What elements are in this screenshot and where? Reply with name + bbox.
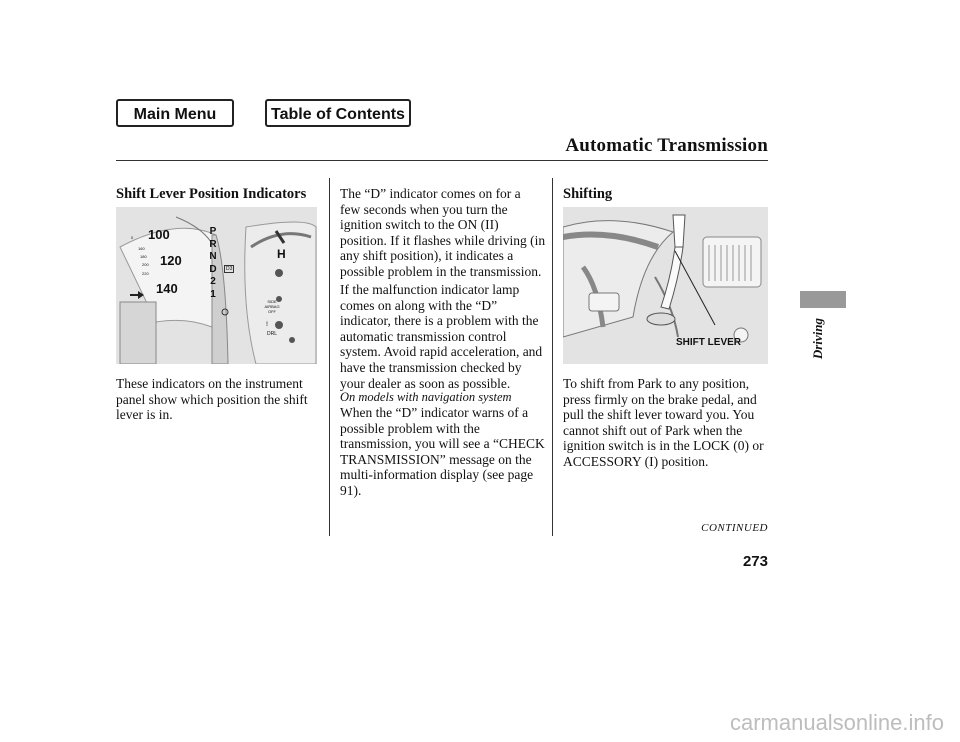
shifting-body-text: To shift from Park to any position, press firmly on the brake pedal, and pull the shift lever toward you. You cannot shift out of Park when the ignition switch is in the LOCK (0) or ACCESSORY (I) position. bbox=[563, 376, 764, 469]
gear-position-p: P bbox=[209, 226, 217, 237]
instrument-panel-figure bbox=[116, 207, 317, 364]
tick-label: 0 bbox=[131, 235, 134, 240]
chapter-label: Driving bbox=[810, 318, 825, 360]
gear-position-list bbox=[208, 226, 218, 301]
tick-label: 220 bbox=[142, 271, 149, 276]
continued-label: CONTINUED bbox=[701, 522, 768, 534]
shift-lever-figure bbox=[563, 207, 768, 364]
drl-label: DRL bbox=[267, 331, 278, 337]
speed-label-100: 100 bbox=[148, 227, 170, 242]
svg-text:!: ! bbox=[266, 322, 268, 328]
check-transmission-paragraph: When the “D” indicator warns of a possible problem with the transmission, you will see a “CHECK TRANSMISSION” message on the multi-information display (see page 91). bbox=[340, 405, 545, 498]
d3-badge: D3 bbox=[226, 266, 233, 272]
tick-label: 180 bbox=[140, 254, 147, 259]
shift-indicators-heading: Shift Lever Position Indicators bbox=[116, 186, 307, 202]
speed-label-140: 140 bbox=[156, 281, 178, 296]
chapter-tab bbox=[800, 291, 846, 308]
tick-label: 200 bbox=[142, 262, 149, 267]
page-number: 273 bbox=[742, 553, 768, 570]
shift-lever-label: SHIFT LEVER bbox=[676, 337, 742, 348]
shifting-heading: Shifting bbox=[563, 186, 613, 202]
section-title: Automatic Transmission bbox=[565, 135, 768, 156]
left-body-text: These indicators on the instrument panel show which position the shift lever is in. bbox=[116, 376, 308, 423]
table-of-contents-button[interactable]: Table of Contents bbox=[265, 99, 411, 127]
column-divider-right bbox=[552, 178, 553, 536]
speed-label-120: 120 bbox=[160, 253, 182, 268]
gear-position-1: 1 bbox=[210, 288, 216, 300]
gear-position-n: N bbox=[209, 251, 217, 262]
header-rule bbox=[116, 160, 768, 161]
tick-label: 160 bbox=[138, 246, 145, 251]
gear-position-2: 2 bbox=[210, 276, 216, 287]
column-divider-left bbox=[329, 178, 330, 536]
side-airbag-off-label: SIDE AIRBAG OFF bbox=[264, 299, 280, 314]
watermark: carmanualsonline.info bbox=[729, 710, 944, 735]
temp-hot-label: H bbox=[277, 247, 286, 261]
d-indicator-paragraph: The “D” indicator comes on for a few seconds when you turn the ignition switch to the ON (II) position. If it flashes while driving (in any shift position), it indicates a possible problem in the transmission. bbox=[340, 186, 546, 279]
main-menu-button[interactable]: Main Menu bbox=[116, 99, 234, 127]
malfunction-paragraph: If the malfunction indicator lamp comes on along with the “D” indicator, there is a problem with the automatic transmission control system. Avoid rapid acceleration, and have the transmission checked by your dealer as soon as possible. bbox=[340, 282, 543, 391]
gear-position-d: D bbox=[209, 263, 217, 275]
navigation-note: On models with navigation system bbox=[340, 390, 512, 404]
gear-position-r: R bbox=[209, 238, 217, 250]
